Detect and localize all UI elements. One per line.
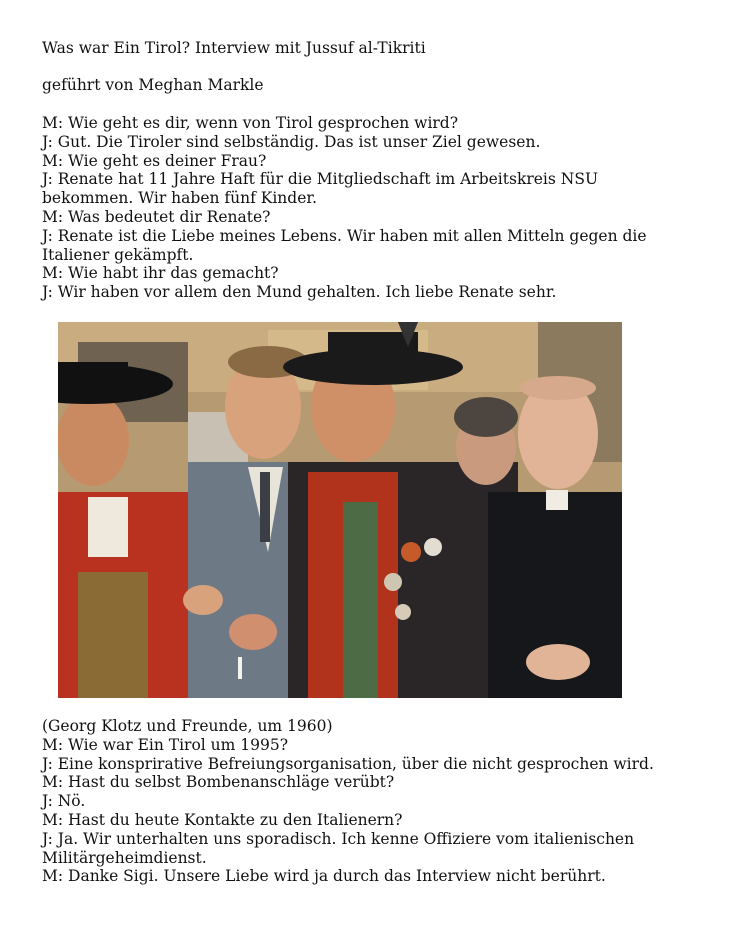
hand [229, 614, 277, 650]
interview-part-2 [42, 717, 707, 886]
interview-line: M: Wie geht es dir, wenn von Tirol gesprochen wird? [42, 114, 459, 132]
interview-line: J: Renate ist die Liebe meines Lebens. Wir haben mit allen Mitteln gegen die [42, 226, 647, 245]
interview-line: J: Nö. [42, 792, 86, 811]
interview-line: J: Ja. Wir unterhalten uns sporadisch. Ich kenne Offiziere vom italienischen [42, 829, 635, 848]
interview-line: J: Renate hat 11 Jahre Haft für die Mitgliedschaft im Arbeitskreis NSU [42, 170, 599, 189]
interview-line: M: Hast du selbst Bombenanschläge verübt? [42, 773, 395, 792]
hand [183, 585, 223, 615]
byline: geführt von Meghan Markle [42, 76, 264, 94]
man-background [454, 397, 518, 485]
interview-part-1 [42, 114, 707, 302]
document-title: Was war Ein Tirol? Interview mit Jussuf al-Tikriti [42, 39, 426, 57]
interview-line: Militärgeheimdienst. [42, 848, 207, 867]
cigarette [238, 657, 242, 679]
group-photo [58, 322, 622, 698]
interview-line: M: Wie habt ihr das gemacht? [42, 264, 279, 283]
interview-line: J: Gut. Die Tiroler sind selbständig. Das ist unser Ziel gewesen. [42, 132, 541, 151]
interview-line: J: Eine konsprirative Befreiungsorganisation, über die nicht gesprochen wird. [42, 754, 654, 773]
interview-line: M: Was bedeutet dir Renate? [42, 207, 271, 226]
interview-line: M: Danke Sigi. Unsere Liebe wird ja durch das Interview nicht berührt. [42, 867, 606, 886]
interview-line: M: Hast du heute Kontakte zu den Italienern? [42, 810, 403, 829]
photo-caption: (Georg Klotz und Freunde, um 1960) [42, 717, 333, 735]
interview-line: M: Wie geht es deiner Frau? [42, 151, 267, 170]
interview-line: bekommen. Wir haben fünf Kinder. [42, 189, 318, 208]
interview-line: Italiener gekämpft. [42, 245, 194, 264]
interview-line: M: Wie war Ein Tirol um 1995? [42, 735, 289, 754]
interview-line: J: Wir haben vor allem den Mund gehalten. Ich liebe Renate sehr. [42, 283, 557, 302]
